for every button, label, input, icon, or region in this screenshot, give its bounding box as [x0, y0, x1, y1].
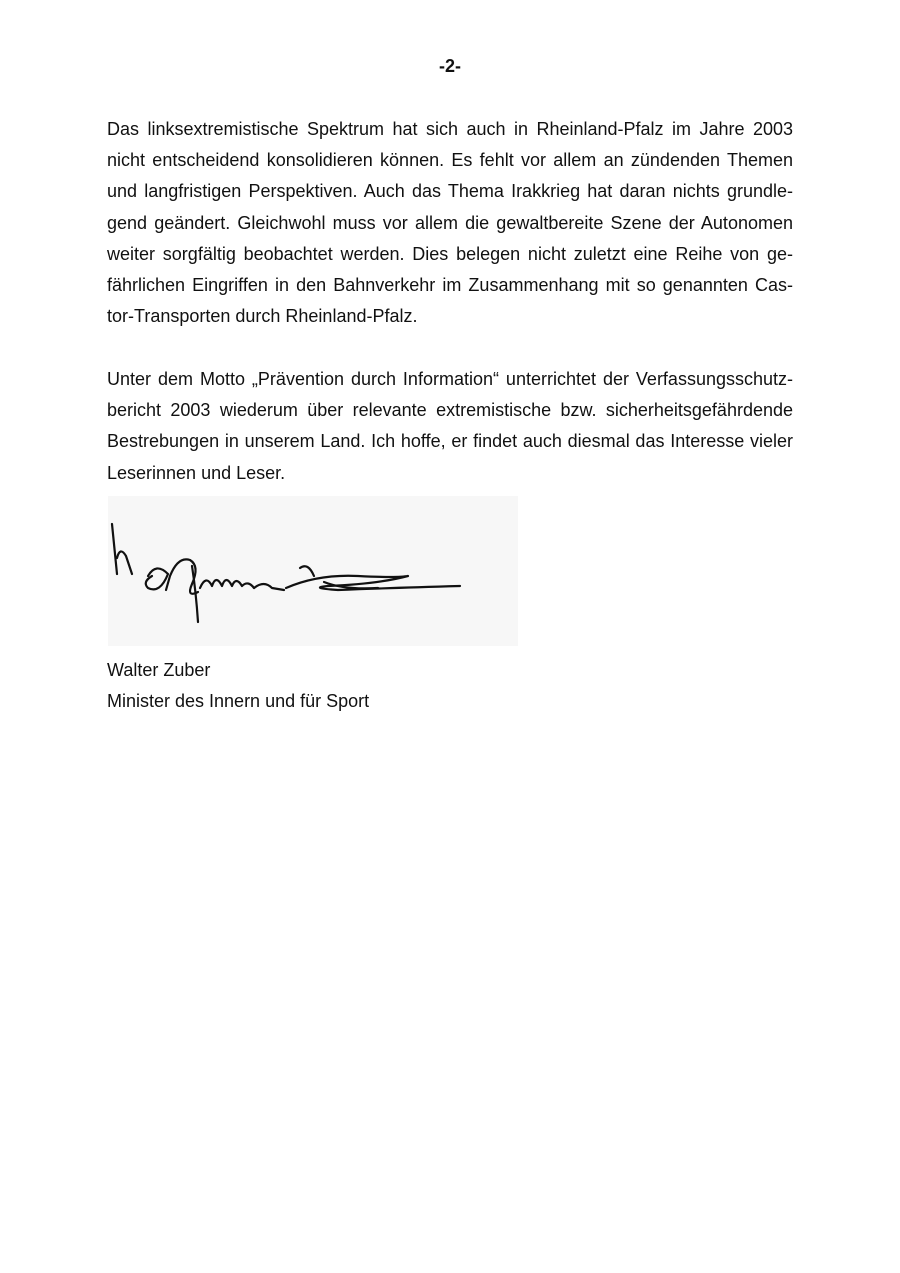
page-number: -2- — [439, 56, 461, 76]
signer-name: Walter Zuber — [107, 660, 211, 680]
signer-title: Minister des Innern und für Sport — [107, 691, 370, 711]
signature-drawing — [108, 496, 518, 646]
body-paragraph-2: Unter dem Motto „Prävention durch Information“ unterrichtet der Verfassungsschutzbericht 2003 wiederum über relevante extremistische bzw. sicherheitsgefährdende Bestrebungen in unserem Land. Ich hoffe, er findet auch diesmal das Interesse vieler Leserinnen und Leser. — [107, 369, 793, 483]
handwritten-signature-icon — [108, 496, 518, 646]
body-paragraph-1: Das linksextremistische Spektrum hat sich auch in Rheinland-Pfalz im Jahre 2003 nicht entscheidend konsolidieren können. Es fehlt vor allem an zündenden Themen und langfristigen Perspektiven. Auch das Thema Irakkrieg hat daran nichts grundlegend geändert. Gleichwohl muss vor allem die gewaltbereite Szene der Autonomen weiter sorgfältig beobachtet werden. Dies belegen nicht zuletzt eine Reihe von gefährlichen Eingriffen in den Bahnverkehr im Zusammenhang mit so genannten Castor-Transporten durch Rheinland-Pfalz. — [107, 119, 793, 327]
